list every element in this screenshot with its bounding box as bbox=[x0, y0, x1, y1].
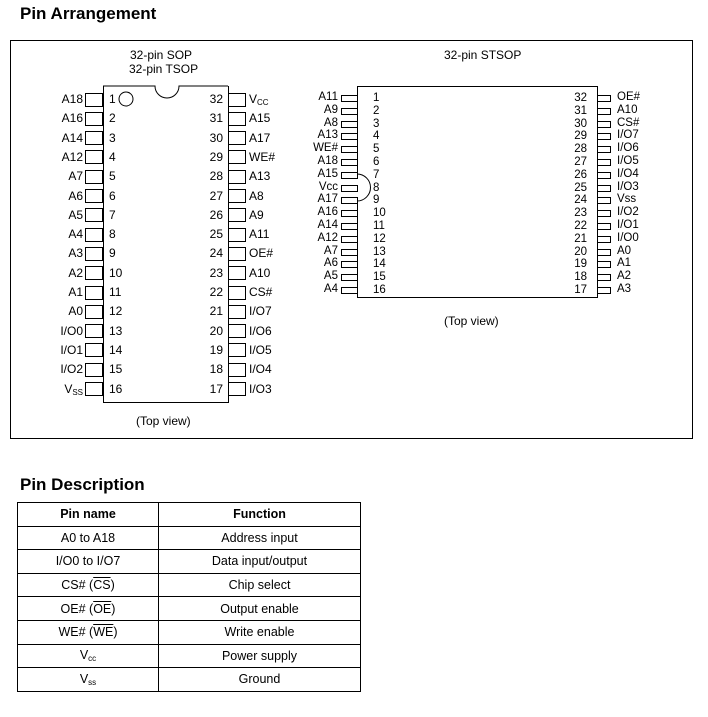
pin-name-cell: CS# $(\overline{CS})$ bbox=[18, 573, 159, 597]
pin-label: WE# bbox=[313, 142, 338, 155]
pin-lead bbox=[228, 170, 246, 184]
pin-label: A0 bbox=[68, 304, 83, 319]
pin-label: A2 bbox=[617, 270, 632, 283]
pin-number: 4 bbox=[373, 130, 380, 143]
pin-lead bbox=[228, 343, 246, 357]
pin-label: A13 bbox=[317, 129, 338, 142]
pin-label: I/O0 bbox=[617, 231, 639, 244]
pin-label: OE# bbox=[249, 246, 274, 261]
pin-number: 24 bbox=[209, 246, 223, 261]
function-cell: Data input/output bbox=[159, 550, 361, 574]
pin-number: 30 bbox=[574, 117, 587, 130]
pin-lead bbox=[341, 172, 358, 179]
pin-label: I/O2 bbox=[60, 362, 83, 377]
pin-number: 23 bbox=[209, 265, 223, 280]
pin-name-cell: OE# $(\overline{OE})$ bbox=[18, 597, 159, 621]
pin-arrangement-heading: Pin Arrangement bbox=[20, 4, 157, 23]
pin-lead bbox=[228, 266, 246, 280]
pin-lead bbox=[597, 197, 611, 204]
pin-number: 22 bbox=[574, 220, 587, 232]
pin-label: A15 bbox=[249, 111, 271, 126]
pin-lead bbox=[597, 108, 611, 115]
pin-number: 10 bbox=[109, 265, 123, 280]
pin-name-cell: A0 to A18 bbox=[18, 526, 159, 550]
table-header-row bbox=[18, 503, 361, 527]
pin-number: 18 bbox=[574, 271, 587, 284]
pin-description-table bbox=[17, 502, 361, 692]
table-row bbox=[18, 597, 361, 621]
pin-lead bbox=[341, 197, 358, 204]
pin-number: 20 bbox=[574, 245, 587, 258]
col-function: Function bbox=[159, 503, 361, 527]
pin-lead bbox=[341, 121, 358, 128]
pin-label: A9 bbox=[323, 103, 338, 116]
pin-label: A10 bbox=[249, 265, 271, 280]
pin-lead bbox=[341, 159, 358, 166]
pin-label: A3 bbox=[68, 246, 83, 261]
pin-lead bbox=[228, 131, 246, 145]
pin-number: 31 bbox=[209, 111, 223, 126]
pin-lead bbox=[597, 236, 611, 243]
pin-number: 9 bbox=[109, 246, 116, 261]
pin-number: 6 bbox=[109, 188, 116, 203]
pin-number: 15 bbox=[109, 362, 123, 377]
pin-number: 6 bbox=[373, 156, 380, 168]
pin-lead bbox=[597, 274, 611, 281]
pin-number: 28 bbox=[209, 169, 223, 184]
pin-label: I/O3 bbox=[617, 180, 639, 193]
sop-title: 32-pin SOP bbox=[130, 48, 193, 62]
pin-lead bbox=[228, 382, 246, 396]
pin-lead bbox=[341, 108, 358, 115]
pin-number: 24 bbox=[574, 194, 587, 207]
pin-lead bbox=[597, 121, 611, 128]
pin-number: 19 bbox=[209, 342, 223, 357]
pin-lead bbox=[85, 305, 103, 319]
pin-number: 26 bbox=[209, 207, 223, 222]
stsop-top-view-label: (Top view) bbox=[444, 314, 499, 328]
pin-lead bbox=[597, 249, 611, 256]
pin-label: A12 bbox=[61, 149, 83, 164]
pin-lead bbox=[228, 93, 246, 107]
pin-label: A18 bbox=[61, 92, 83, 106]
pin-lead bbox=[228, 208, 246, 222]
pin-lead bbox=[228, 363, 246, 377]
pin-lead bbox=[341, 261, 358, 268]
pin-label: I/O7 bbox=[249, 304, 272, 319]
function-cell: Output enable bbox=[159, 597, 361, 621]
pin-number: 3 bbox=[373, 117, 380, 130]
pin-label: A2 bbox=[68, 265, 83, 280]
sop-top-view-label: (Top view) bbox=[136, 414, 191, 428]
function-cell: Ground bbox=[159, 668, 361, 692]
pin-lead bbox=[228, 324, 246, 338]
pin-lead bbox=[228, 286, 246, 300]
pin-label: A13 bbox=[249, 169, 271, 184]
pin-number: 3 bbox=[109, 130, 116, 145]
pin-number: 17 bbox=[209, 381, 223, 396]
pin-lead bbox=[597, 159, 611, 166]
pin-label: CS# bbox=[617, 116, 640, 129]
table-row bbox=[18, 644, 361, 668]
pin-number: 7 bbox=[109, 207, 116, 222]
pin-label: I/O4 bbox=[249, 362, 272, 377]
pin-lead bbox=[341, 249, 358, 256]
pin-lead bbox=[597, 133, 611, 140]
pin-label: I/O1 bbox=[60, 342, 83, 357]
pin-label: A9 bbox=[249, 207, 264, 222]
pin-number: 8 bbox=[373, 181, 380, 194]
pin-number: 27 bbox=[209, 188, 223, 203]
pin-number: 21 bbox=[209, 304, 223, 319]
pin-lead bbox=[597, 223, 611, 230]
pin-lead bbox=[85, 131, 103, 145]
pin-lead bbox=[85, 343, 103, 357]
pin-number: 18 bbox=[209, 362, 223, 377]
function-cell: Address input bbox=[159, 526, 361, 550]
pin-label: A8 bbox=[323, 116, 338, 129]
pin-lead bbox=[341, 185, 358, 192]
pin-label: $V_{SS}$ bbox=[64, 381, 83, 397]
pin-label: CS# bbox=[249, 285, 273, 299]
table-row bbox=[18, 550, 361, 574]
pin-lead bbox=[341, 223, 358, 230]
pin-number: 11 bbox=[109, 285, 122, 299]
pin-lead bbox=[341, 210, 358, 217]
pin-number: 12 bbox=[109, 304, 123, 319]
pin-number: 11 bbox=[373, 220, 385, 232]
pin-lead bbox=[228, 150, 246, 164]
stsop-title: 32-pin STSOP bbox=[444, 48, 522, 62]
pin-lead bbox=[85, 247, 103, 261]
pin-label: Vcc bbox=[318, 180, 338, 193]
pin-label: I/O4 bbox=[617, 167, 639, 180]
pin-lead bbox=[597, 146, 611, 153]
pin-number: 1 bbox=[373, 92, 380, 104]
pin-label: A10 bbox=[617, 103, 638, 116]
pin-label: A14 bbox=[317, 219, 338, 231]
pin-lead bbox=[85, 170, 103, 184]
pin-lead bbox=[341, 146, 358, 153]
pin-description-heading: Pin Description bbox=[20, 475, 145, 494]
pin-number: 4 bbox=[109, 149, 116, 164]
pin-number: 1 bbox=[109, 92, 116, 106]
pin-number: 15 bbox=[373, 271, 386, 284]
pin-number: 2 bbox=[109, 111, 116, 126]
pin-number: 25 bbox=[574, 181, 587, 194]
pin-lead bbox=[85, 150, 103, 164]
pin-label: A3 bbox=[617, 283, 632, 295]
pin-number: 21 bbox=[574, 232, 587, 245]
pin-number: 16 bbox=[109, 381, 123, 396]
pin-label: Vss bbox=[617, 193, 637, 206]
pin-lead bbox=[85, 112, 103, 126]
pin-lead bbox=[228, 247, 246, 261]
pin-lead bbox=[597, 185, 611, 192]
pin-lead bbox=[85, 363, 103, 377]
pin-number: 12 bbox=[373, 232, 386, 245]
pin-label: A6 bbox=[323, 257, 338, 270]
pin-number: 25 bbox=[209, 227, 223, 242]
pin-number: 7 bbox=[373, 168, 380, 181]
pin-label: A7 bbox=[323, 244, 338, 257]
pin-lead bbox=[341, 133, 358, 140]
pin-label: A16 bbox=[317, 206, 338, 219]
pin-label: A5 bbox=[68, 207, 83, 222]
pin-lead bbox=[341, 287, 358, 294]
pin-lead bbox=[341, 274, 358, 281]
function-cell: Power supply bbox=[159, 644, 361, 668]
pin-number: 5 bbox=[373, 143, 380, 156]
pin-label: OE# bbox=[617, 91, 641, 103]
pin-label: A14 bbox=[61, 130, 83, 145]
pin-label: A15 bbox=[317, 167, 338, 180]
pin-number: 10 bbox=[373, 207, 386, 220]
pin-number: 19 bbox=[574, 258, 587, 271]
pin-number: 30 bbox=[209, 130, 223, 145]
pin-label: $V_{CC}$ bbox=[249, 92, 269, 107]
pin-lead bbox=[228, 305, 246, 319]
pin-lead bbox=[341, 95, 358, 102]
pin-number: 14 bbox=[373, 258, 386, 271]
pin-label: A1 bbox=[617, 257, 632, 270]
table-row bbox=[18, 573, 361, 597]
pin-label: A7 bbox=[68, 169, 83, 184]
table-row bbox=[18, 526, 361, 550]
function-cell: Chip select bbox=[159, 573, 361, 597]
pin-number: 27 bbox=[574, 156, 587, 168]
tsop-title: 32-pin TSOP bbox=[129, 62, 199, 76]
pin-name-cell: $V_{ss}$ bbox=[18, 668, 159, 692]
pin-name-cell: I/O0 to I/O7 bbox=[18, 550, 159, 574]
pin-label: A6 bbox=[68, 188, 83, 203]
pin-number: 9 bbox=[373, 194, 380, 207]
pin-number: 29 bbox=[209, 149, 223, 164]
pin-label: A18 bbox=[317, 155, 338, 167]
pin-lead bbox=[85, 208, 103, 222]
pin-number: 20 bbox=[209, 323, 223, 338]
pin-number: 8 bbox=[109, 227, 116, 242]
pin-label: A4 bbox=[323, 283, 338, 295]
pin-number: 23 bbox=[574, 207, 587, 220]
pin-label: I/O1 bbox=[617, 219, 639, 231]
function-cell: Write enable bbox=[159, 620, 361, 644]
pin-number: 22 bbox=[209, 285, 223, 299]
pin-number: 32 bbox=[209, 92, 223, 106]
pin-label: A11 bbox=[249, 227, 270, 242]
pin-number: 32 bbox=[574, 92, 587, 104]
pin-label: A1 bbox=[68, 285, 83, 299]
pin-number: 17 bbox=[574, 284, 587, 296]
pin-label: I/O6 bbox=[617, 142, 639, 155]
table-row bbox=[18, 620, 361, 644]
pin-lead bbox=[85, 382, 103, 396]
pin-lead bbox=[597, 261, 611, 268]
pin-number: 28 bbox=[574, 143, 587, 156]
pin-lead bbox=[85, 189, 103, 203]
pin-label: I/O6 bbox=[249, 323, 272, 338]
pin-number: 5 bbox=[109, 169, 116, 184]
pin-lead bbox=[597, 95, 611, 102]
pin-label: A0 bbox=[617, 244, 632, 257]
pin-lead bbox=[85, 324, 103, 338]
pin-number: 29 bbox=[574, 130, 587, 143]
pin-lead bbox=[85, 266, 103, 280]
pin-label: I/O0 bbox=[60, 323, 83, 338]
pin-number: 13 bbox=[109, 323, 123, 338]
pin-lead bbox=[597, 172, 611, 179]
pin-label: I/O7 bbox=[617, 129, 639, 142]
pin-lead bbox=[228, 112, 246, 126]
pin-lead bbox=[597, 210, 611, 217]
pin-label: A11 bbox=[318, 91, 338, 103]
pin-lead bbox=[85, 228, 103, 242]
pin-number: 14 bbox=[109, 342, 123, 357]
pin-label: WE# bbox=[249, 149, 276, 164]
pin-label: A16 bbox=[61, 111, 83, 126]
pin-label: A12 bbox=[317, 231, 338, 244]
pin-lead bbox=[597, 287, 611, 294]
pin-lead bbox=[341, 236, 358, 243]
pin-lead bbox=[228, 228, 246, 242]
pin-label: A5 bbox=[323, 270, 338, 283]
pin-label: A17 bbox=[249, 130, 271, 145]
col-pin-name: Pin name bbox=[18, 503, 159, 527]
pin-number: 13 bbox=[373, 245, 386, 258]
pin-number: 26 bbox=[574, 168, 587, 181]
pin-number: 16 bbox=[373, 284, 386, 296]
table-row bbox=[18, 668, 361, 692]
pin-label: I/O3 bbox=[249, 381, 272, 396]
pin-label: A17 bbox=[317, 193, 338, 206]
pin-number: 2 bbox=[373, 104, 380, 117]
pin-number: 31 bbox=[574, 104, 587, 117]
pin-label: I/O5 bbox=[249, 342, 272, 357]
pin-label: A8 bbox=[249, 188, 264, 203]
pin-lead bbox=[228, 189, 246, 203]
pin-label: A4 bbox=[68, 227, 83, 242]
pin-lead bbox=[85, 93, 103, 107]
pin-lead bbox=[85, 286, 103, 300]
pin-label: I/O2 bbox=[617, 206, 639, 219]
pin-name-cell: WE# $(\overline{WE})$ bbox=[18, 620, 159, 644]
pin-name-cell: $V_{cc}$ bbox=[18, 644, 159, 668]
pin-label: I/O5 bbox=[617, 155, 639, 167]
